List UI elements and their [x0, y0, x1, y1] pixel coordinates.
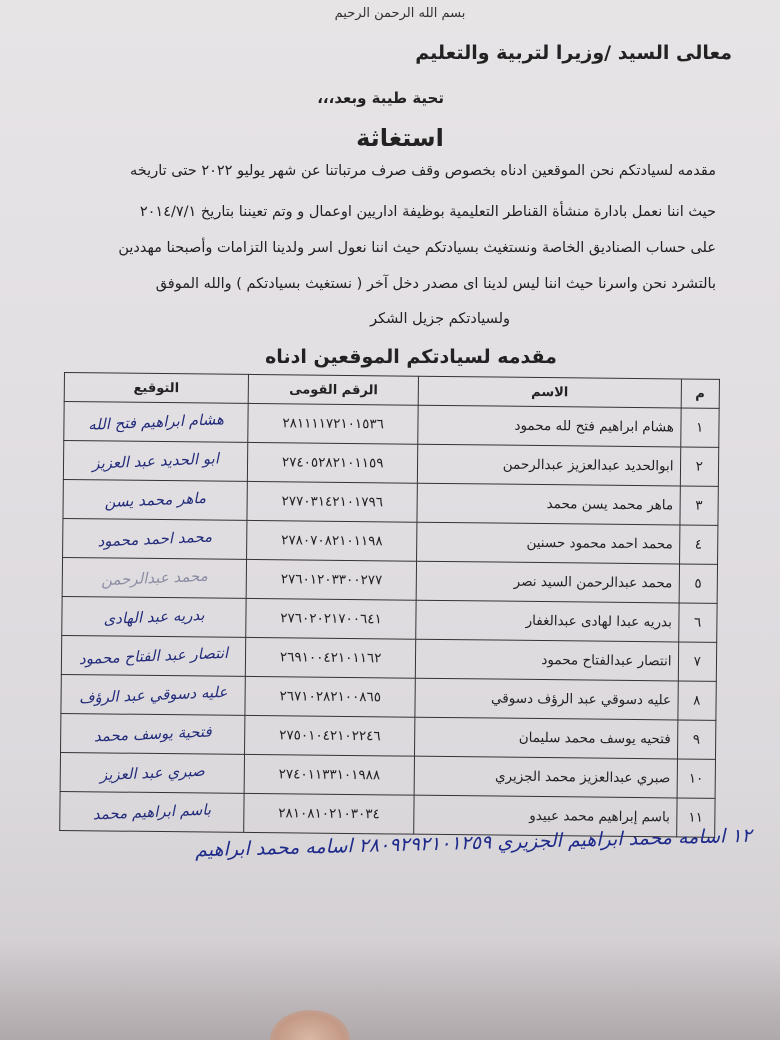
row-num: ١١	[676, 798, 715, 837]
greeting-line: تحية طيبة وبعد،،،	[317, 89, 444, 107]
row-signature-cell	[63, 479, 247, 520]
signature: صبري عبد العزيز	[99, 761, 206, 785]
table-row	[61, 713, 716, 759]
row-signature-cell	[61, 635, 245, 676]
header-national-id: الرقم القومى	[248, 374, 419, 405]
signature: انتصار عبد الفتاح محمود	[78, 643, 229, 669]
table-row	[63, 441, 718, 487]
handwritten-entry-12: ١٢ اسامه محمد ابراهيم الجزيري ٢٨٠٩٢٩٢١٠١٢٥٩ اسامه محمد ابراهيم	[194, 824, 753, 862]
row-national-id: ٢٧٥٠١٠٤٢١٠٢٢٤٦	[244, 715, 415, 756]
signature: ماهر محمد يسن	[104, 488, 207, 512]
row-signature-cell	[60, 752, 244, 793]
row-num: ٨	[677, 681, 716, 720]
body-line-4: بالتشرد نحن واسرنا حيث اننا ليس لدينا اى مصدر دخل آخر ( نستغيث بسيادتكم ) والله الموفق	[155, 276, 716, 292]
row-signature-cell	[62, 557, 246, 598]
row-num: ٧	[678, 642, 717, 681]
table-row	[61, 635, 716, 681]
row-signature-cell	[63, 518, 247, 559]
row-national-id: ٢٧٦٠٢٠٢١٧٠٠٦٤١	[246, 598, 417, 639]
signature: بدريه عبد الهادى	[103, 605, 205, 629]
row-num: ٦	[678, 603, 717, 642]
signature: ابو الحديد عبد العزيز	[91, 449, 220, 473]
row-signature-cell	[63, 441, 247, 482]
row-national-id: ٢٨١١١١٧٢١٠١٥٣٦	[248, 403, 419, 444]
row-num: ٥	[679, 564, 718, 603]
table-row	[60, 752, 715, 798]
row-name: فتحيه يوسف محمد سليمان	[415, 717, 678, 759]
body-line-1: مقدمه لسيادتكم نحن الموقعين ادناه بخصوص وقف صرف مرتباتنا عن شهر يوليو ٢٠٢٢ حتى تاريخه	[130, 163, 716, 179]
signature: محمد عبدالرحمن	[100, 566, 209, 590]
row-national-id: ٢٧٤٠٥٢٨٢١٠١١٥٩	[247, 442, 418, 483]
signatories-table	[59, 372, 720, 838]
row-national-id: ٢٧٦٠١٢٠٣٣٠٠٢٧٧	[246, 559, 417, 600]
body-line-5: ولسيادتكم جزيل الشكر	[370, 311, 510, 327]
row-name: عليه دسوقي عبد الرؤف دسوقي	[415, 678, 678, 720]
row-national-id: ٢٧٤٠١١٣٣١٠١٩٨٨	[244, 754, 415, 795]
row-num: ٩	[677, 720, 716, 759]
row-name: بدريه عبدا لهادى عبدالغفار	[416, 600, 679, 642]
page-shadow	[0, 940, 780, 1040]
header-num: م	[681, 379, 720, 408]
row-signature-cell	[62, 596, 246, 637]
row-name: هشام ابراهيم فتح لله محمود	[418, 405, 681, 447]
row-national-id: ٢٦٧١٠٢٨٢١٠٠٨٦٥	[245, 676, 416, 717]
row-name: انتصار عبدالفتاح محمود	[416, 639, 679, 681]
basmala: بسم الله الرحمن الرحيم	[334, 6, 466, 21]
row-num: ١	[680, 408, 719, 447]
signature: باسم ابراهيم محمد	[92, 800, 212, 824]
header-signature: التوقيع	[64, 373, 248, 404]
signature: فتحية يوسف محمد	[93, 722, 212, 746]
row-signature-cell	[64, 402, 248, 443]
signature: محمد احمد محمود	[97, 527, 213, 551]
row-num: ٢	[680, 447, 719, 486]
table-row	[62, 557, 717, 603]
header-name: الاسم	[419, 376, 681, 408]
table-row	[64, 402, 719, 448]
row-num: ٤	[679, 525, 718, 564]
row-name: محمد احمد محمود حسنين	[417, 522, 680, 564]
table-row	[63, 479, 718, 525]
row-national-id: ٢٧٨٠٧٠٨٢١٠١١٩٨	[247, 520, 418, 561]
table-title: مقدمه لسيادتكم الموقعين ادناه	[265, 346, 557, 368]
row-num: ١٠	[677, 759, 716, 798]
addressee-line: معالى السيد /وزيرا لتربية والتعليم	[415, 42, 732, 64]
row-name: محمد عبدالرحمن السيد نصر	[416, 561, 679, 603]
row-national-id: ٢٦٩١٠٠٤٢١٠١١٦٢	[245, 637, 416, 678]
row-name: ماهر محمد يسن محمد	[417, 483, 680, 525]
row-signature-cell	[60, 791, 244, 832]
row-signature-cell	[61, 674, 245, 715]
table-row	[63, 518, 718, 564]
row-name: ابوالحديد عبدالعزيز عبدالرحمن	[418, 444, 681, 486]
table-row	[61, 674, 716, 720]
row-national-id: ٢٨١٠٨١٠٢١٠٣٠٣٤	[244, 793, 415, 834]
row-num: ٣	[679, 486, 718, 525]
row-signature-cell	[61, 713, 245, 754]
signature: عليه دسوقي عبد الرؤف	[78, 682, 228, 708]
table-row	[62, 596, 717, 642]
signature: هشام ابراهيم فتح الله	[87, 410, 225, 434]
body-line-3: على حساب الصناديق الخاصة ونستغيث بسيادتكم حيث اننا نعول اسر ولدينا التزامات وأصبحنا مهددين	[118, 240, 716, 256]
body-line-2: حيث اننا نعمل بادارة منشأة القناطر التعليمية بوظيفة اداريين اوعمال و وتم تعيننا بتاريخ ٢٠١٤/٧/١	[139, 204, 716, 220]
row-name: باسم إبراهيم محمد عبيدو	[414, 795, 677, 837]
row-name: صبري عبدالعزيز محمد الجزيري	[414, 756, 677, 798]
row-national-id: ٢٧٧٠٣١٤٢١٠١٧٩٦	[247, 481, 418, 522]
document-title: استغاثة	[356, 124, 444, 152]
